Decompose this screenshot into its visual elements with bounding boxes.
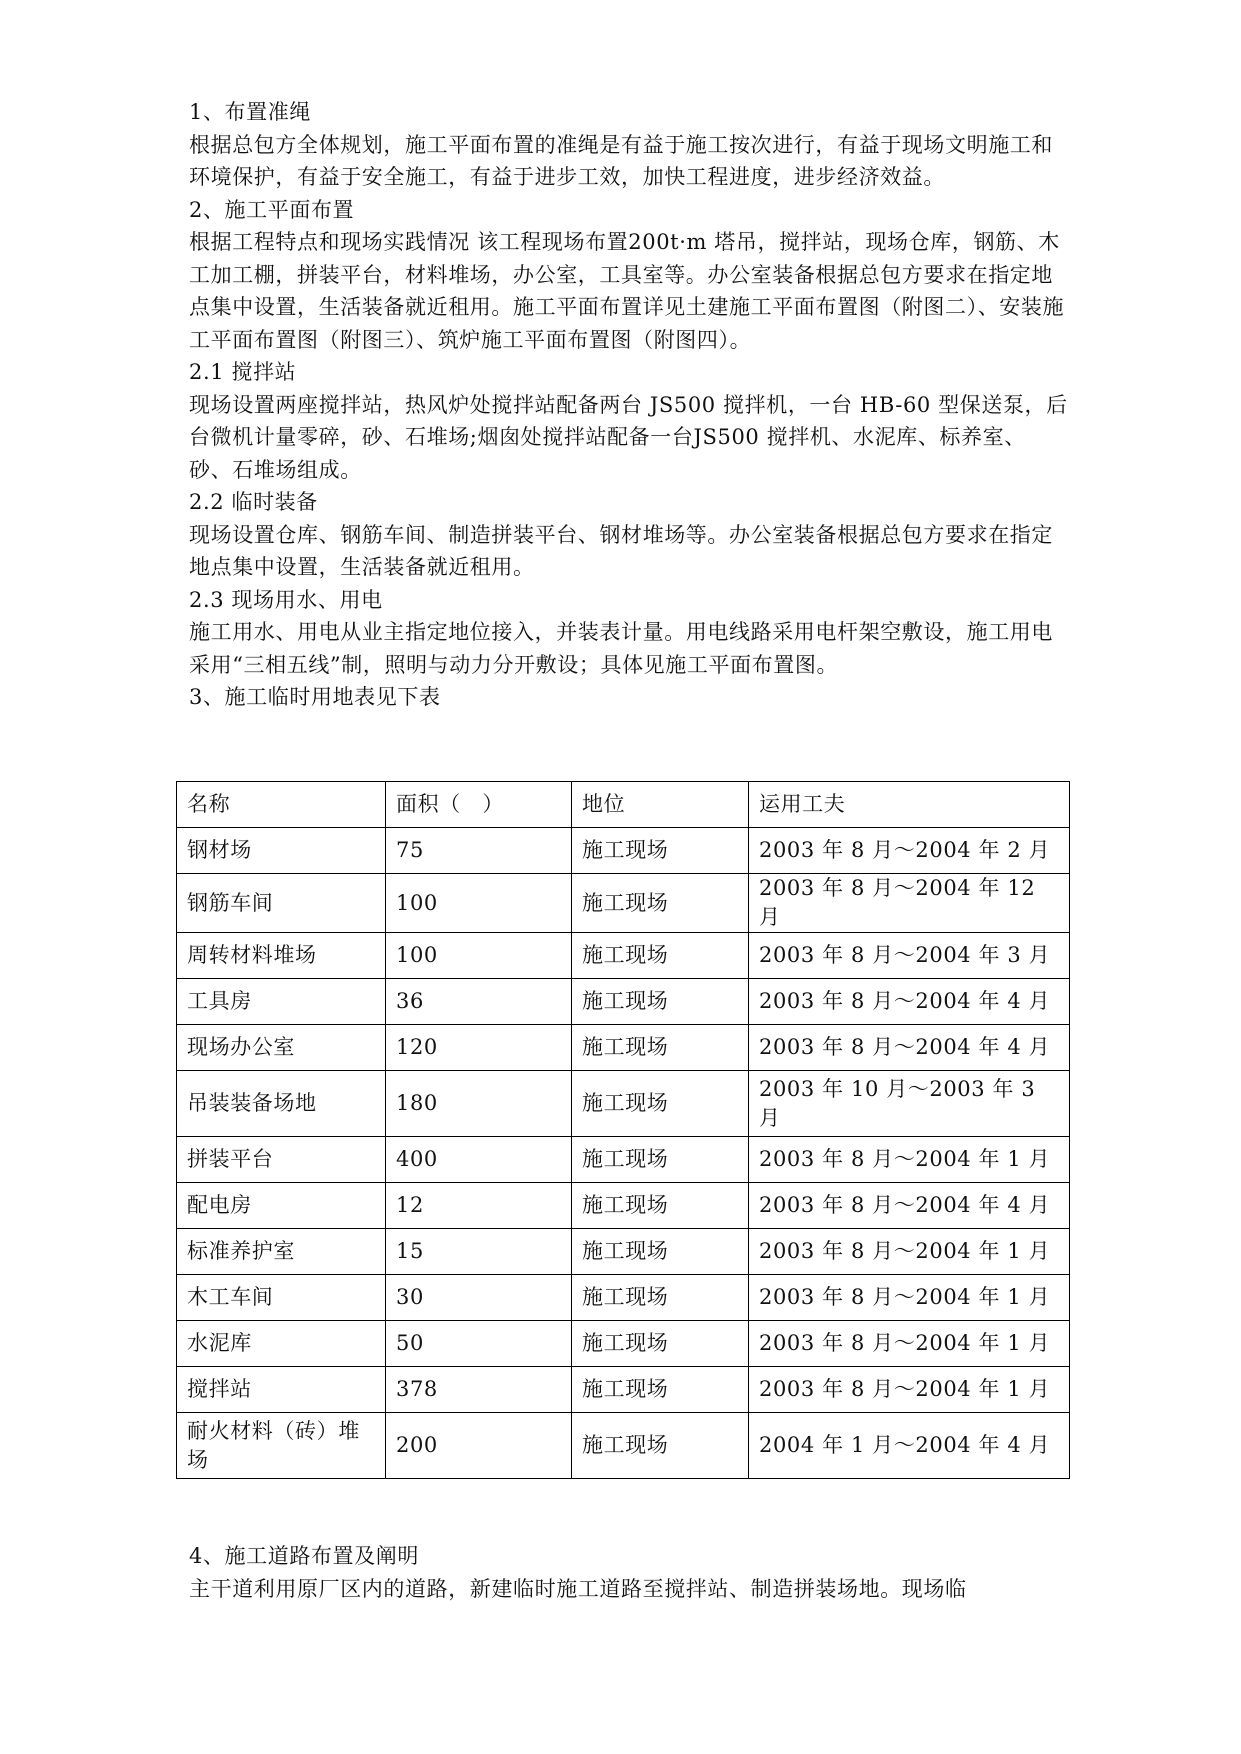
cell-name: 拼装平台 [177,1137,386,1183]
table-row [177,1321,1070,1367]
cell-area: 200 [386,1413,572,1479]
header-location: 地位 [572,782,749,828]
table-row [177,874,1070,933]
section-2-1-heading: 2.1 搅拌站 [189,360,297,384]
section-2-3-paragraph: 施工用水、用电从业主指定地位接入，并装表计量。用电线路采用电杆架空敷设，施工用电采用“三相五线”制，照明与动力分开敷设；具体见施工平面布置图。 [189,620,1053,677]
cell-area: 12 [386,1183,572,1229]
cell-name: 水泥库 [177,1321,386,1367]
section-4-text [189,1540,1069,1605]
cell-location: 施工现场 [572,933,749,979]
cell-location: 施工现场 [572,1183,749,1229]
cell-usage-period: 2004 年 1 月～2004 年 4 月 [749,1413,1070,1479]
table-row [177,933,1070,979]
cell-location: 施工现场 [572,1275,749,1321]
section-2-paragraph: 根据工程特点和现场实践情况 该工程现场布置200t·m 塔吊，搅拌站，现场仓库，钢筋、木工加工棚，拼装平台，材料堆场，办公室，工具室等。办公室装备根据总包方要求在指定地点集中设置，生活装备就近租用。施工平面布置详见土建施工平面布置图（附图二）、安装施工平面布置图（附图三）、筑炉施工平面布置图（附图四）。 [189,230,1065,352]
cell-usage-period: 2003 年 8 月～2004 年 1 月 [749,1275,1070,1321]
section-1-paragraph: 根据总包方全体规划，施工平面布置的准绳是有益于施工按次进行，有益于现场文明施工和环境保护，有益于安全施工，有益于进步工效，加快工程进度，进步经济效益。 [189,132,1053,189]
cell-usage-period: 2003 年 8 月～2004 年 3 月 [749,933,1070,979]
cell-usage-period: 2003 年 8 月～2004 年 1 月 [749,1367,1070,1413]
cell-area: 180 [386,1071,572,1137]
section-4-paragraph: 主干道利用原厂区内的道路，新建临时施工道路至搅拌站、制造拼装场地。现场临 [189,1576,967,1601]
section-2-heading: 2、施工平面布置 [189,197,355,222]
cell-usage-period: 2003 年 8 月～2004 年 4 月 [749,979,1070,1025]
cell-name: 工具房 [177,979,386,1025]
table-row [177,1275,1070,1321]
temporary-land-table [176,781,1070,1479]
cell-name: 现场办公室 [177,1025,386,1071]
section-2-3-heading: 2.3 现场用水、用电 [189,587,383,612]
cell-usage-period: 2003 年 8 月～2004 年 1 月 [749,1229,1070,1275]
cell-location: 施工现场 [572,979,749,1025]
cell-name: 木工车间 [177,1275,386,1321]
sections-1-3-text [189,96,1069,714]
cell-area: 378 [386,1367,572,1413]
section-2-2-paragraph: 现场设置仓库、钢筋车间、制造拼装平台、钢材堆场等。办公室装备根据总包方要求在指定地点集中设置，生活装备就近租用。 [189,522,1053,579]
cell-area: 50 [386,1321,572,1367]
cell-name: 钢筋车间 [177,874,386,933]
cell-area: 15 [386,1229,572,1275]
table-row [177,1229,1070,1275]
cell-location: 施工现场 [572,874,749,933]
table-row [177,1367,1070,1413]
table-row [177,828,1070,874]
header-usage-period: 运用工夫 [749,782,1070,828]
cell-location: 施工现场 [572,1137,749,1183]
cell-name: 标准养护室 [177,1229,386,1275]
section-2-1-paragraph: 现场设置两座搅拌站，热风炉处搅拌站配备两台 JS500 搅拌机，一台 HB-60 型保送泵，后台微机计量零碎，砂、石堆场;烟囱处搅拌站配备一台JS500 搅拌机、水泥库、标养室、砂、石堆场组成。 [189,392,1068,482]
header-name: 名称 [177,782,386,828]
table-row [177,1413,1070,1479]
table-row [177,1183,1070,1229]
header-area: 面积（ ） [386,782,572,828]
table-row [177,979,1070,1025]
section-2-2-heading: 2.2 临时装备 [189,490,318,514]
table-header-row [177,782,1070,828]
cell-area: 100 [386,874,572,933]
section-3-heading: 3、施工临时用地表见下表 [189,685,441,709]
cell-usage-period: 2003 年 8 月～2004 年 1 月 [749,1137,1070,1183]
cell-location: 施工现场 [572,1367,749,1413]
cell-location: 施工现场 [572,828,749,874]
cell-area: 75 [386,828,572,874]
cell-area: 120 [386,1025,572,1071]
cell-location: 施工现场 [572,1321,749,1367]
section-1-heading: 1、布置准绳 [189,100,311,124]
cell-name: 周转材料堆场 [177,933,386,979]
cell-area: 100 [386,933,572,979]
cell-name: 钢材场 [177,828,386,874]
cell-location: 施工现场 [572,1413,749,1479]
cell-usage-period: 2003 年 8 月～2004 年 4 月 [749,1025,1070,1071]
section-4-heading: 4、施工道路布置及阐明 [189,1544,419,1568]
cell-location: 施工现场 [572,1071,749,1137]
cell-usage-period: 2003 年 8 月～2004 年 4 月 [749,1183,1070,1229]
cell-name: 吊装装备场地 [177,1071,386,1137]
cell-area: 36 [386,979,572,1025]
cell-name: 耐火材料（砖）堆场 [177,1413,386,1479]
cell-usage-period: 2003 年 8 月～2004 年 12 月 [749,874,1070,933]
cell-usage-period: 2003 年 8 月～2004 年 1 月 [749,1321,1070,1367]
cell-area: 30 [386,1275,572,1321]
table-row [177,1025,1070,1071]
cell-usage-period: 2003 年 10 月～2003 年 3 月 [749,1071,1070,1137]
table-row [177,1137,1070,1183]
cell-location: 施工现场 [572,1229,749,1275]
cell-name: 配电房 [177,1183,386,1229]
cell-name: 搅拌站 [177,1367,386,1413]
table-row [177,1071,1070,1137]
cell-usage-period: 2003 年 8 月～2004 年 2 月 [749,828,1070,874]
cell-location: 施工现场 [572,1025,749,1071]
cell-area: 400 [386,1137,572,1183]
